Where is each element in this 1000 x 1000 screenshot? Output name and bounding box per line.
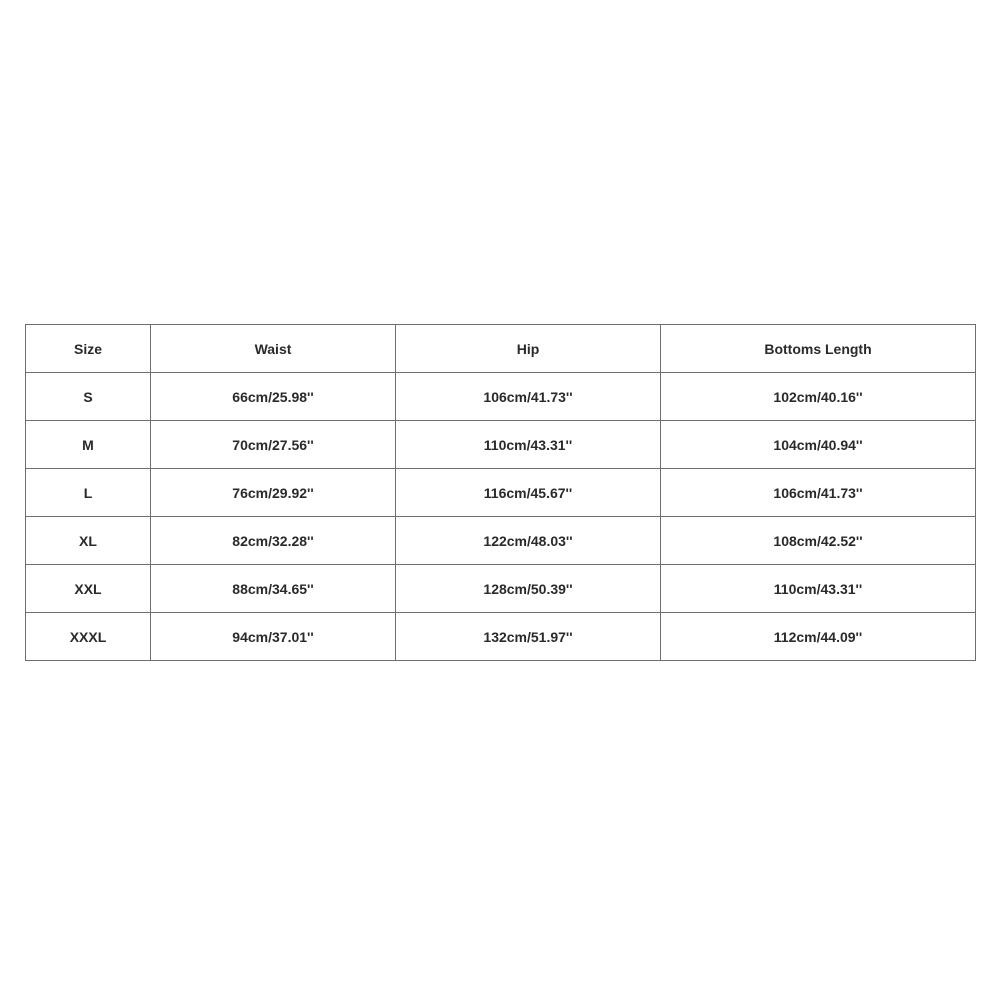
cell-hip: 116cm/45.67'' (396, 469, 661, 517)
size-chart-table (25, 324, 976, 661)
cell-bottoms-length: 112cm/44.09'' (661, 613, 976, 661)
cell-bottoms-length: 108cm/42.52'' (661, 517, 976, 565)
cell-bottoms-length: 102cm/40.16'' (661, 373, 976, 421)
cell-bottoms-length: 106cm/41.73'' (661, 469, 976, 517)
cell-waist: 66cm/25.98'' (151, 373, 396, 421)
cell-waist: 94cm/37.01'' (151, 613, 396, 661)
cell-waist: 70cm/27.56'' (151, 421, 396, 469)
table-row (26, 469, 976, 517)
header-waist: Waist (151, 325, 396, 373)
table-row (26, 421, 976, 469)
cell-waist: 82cm/32.28'' (151, 517, 396, 565)
table-row (26, 613, 976, 661)
cell-size: L (26, 469, 151, 517)
cell-bottoms-length: 104cm/40.94'' (661, 421, 976, 469)
header-hip: Hip (396, 325, 661, 373)
cell-size: XXXL (26, 613, 151, 661)
header-size: Size (26, 325, 151, 373)
cell-hip: 110cm/43.31'' (396, 421, 661, 469)
table-row (26, 373, 976, 421)
cell-hip: 106cm/41.73'' (396, 373, 661, 421)
cell-hip: 128cm/50.39'' (396, 565, 661, 613)
cell-waist: 88cm/34.65'' (151, 565, 396, 613)
cell-bottoms-length: 110cm/43.31'' (661, 565, 976, 613)
cell-size: M (26, 421, 151, 469)
table-row (26, 565, 976, 613)
cell-hip: 132cm/51.97'' (396, 613, 661, 661)
cell-size: S (26, 373, 151, 421)
cell-size: XL (26, 517, 151, 565)
table-header-row (26, 325, 976, 373)
table-row (26, 517, 976, 565)
header-bottoms-length: Bottoms Length (661, 325, 976, 373)
cell-waist: 76cm/29.92'' (151, 469, 396, 517)
cell-hip: 122cm/48.03'' (396, 517, 661, 565)
cell-size: XXL (26, 565, 151, 613)
